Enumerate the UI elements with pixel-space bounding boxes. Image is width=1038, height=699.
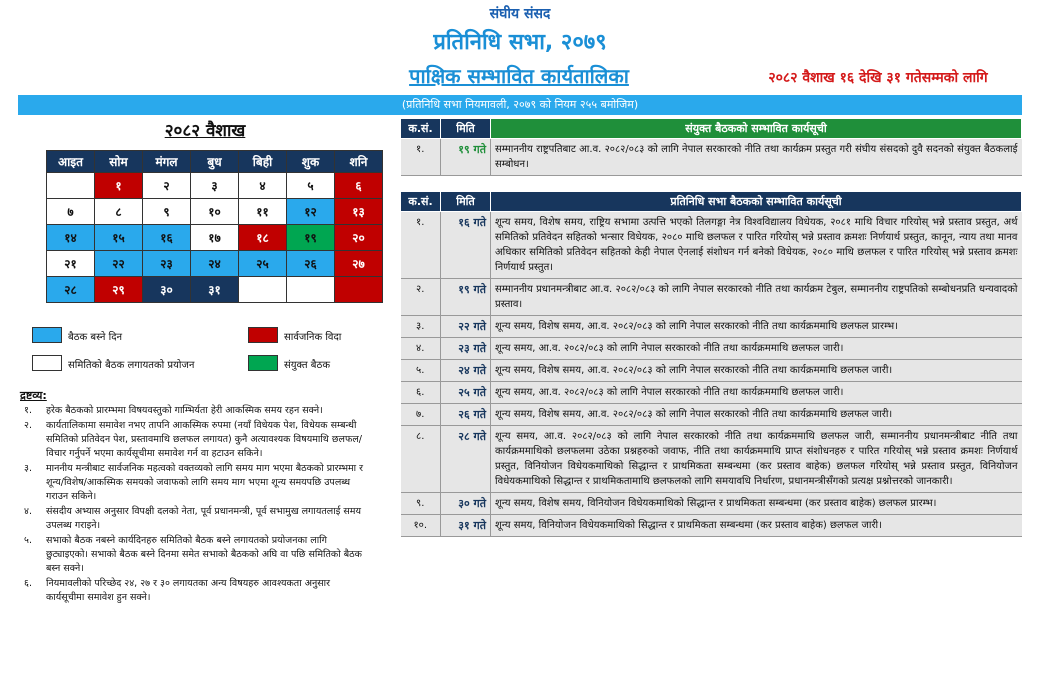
notes-list [24,404,364,606]
calendar-day: ४ [239,173,287,199]
col-serial: क.सं. [401,119,441,139]
weekday-header: शनि [335,151,383,173]
note-item [24,577,364,605]
note-number: १. [24,405,32,416]
col-date: मिति [441,119,491,139]
table-row [401,279,1022,316]
agenda-cell: सम्माननीय प्रधानमन्त्रीबाट आ.व. २०८२/०८३ को लागि नेपाल सरकारको नीति तथा कार्यक्रम टेबुल, सम्माननीय राष्ट्रपतिको सम्बोधनप्रति धन्यवादको प्रस्ताव। [491,279,1022,316]
calendar-day: २ [143,173,191,199]
calendar-day: ७ [47,199,95,225]
calendar-day: ९ [143,199,191,225]
legend-committee: समितिको बैठक लगायतको प्रयोजन [68,360,195,371]
note-number: ५. [24,535,32,546]
col-agenda: प्रतिनिधि सभा बैठकको सम्भावित कार्यसूची [491,192,1022,212]
weekday-header: सोम [95,151,143,173]
table-row [401,426,1022,493]
calendar-day: २५ [239,251,287,277]
calendar-day: २९ [95,277,143,303]
calendar-day: १५ [95,225,143,251]
calendar-day [239,277,287,303]
parliament-name: संघीय संसद [489,6,551,22]
joint-meeting-table [400,118,1022,176]
rule-banner: (प्रतिनिधि सभा नियमावली, २०७९ को नियम २५५ बमोजिम) [18,95,1022,115]
calendar-day: १० [191,199,239,225]
table-row [401,493,1022,515]
legend-swatch-meeting [32,327,62,343]
calendar-day: १७ [191,225,239,251]
legend-public-holiday: सार्वजनिक विदा [284,332,342,343]
calendar-day [47,173,95,199]
table-row [401,316,1022,338]
weekday-header: शुक [287,151,335,173]
date-cell: २६ गते [441,404,491,426]
weekday-header: बिही [239,151,287,173]
calendar-day: २० [335,225,383,251]
house-meeting-table [400,191,1022,537]
notes-heading: द्रष्टव्य: [20,389,47,402]
note-item [24,404,364,418]
col-serial: क.सं. [401,192,441,212]
weekday-header: मंगल [143,151,191,173]
date-cell: ३१ गते [441,515,491,537]
serial-cell: ९. [401,493,441,515]
note-text: हरेक बैठकको प्रारम्भमा विषयवस्तुको गाम्भिर्यता हेरी आकस्मिक समय रहन सक्ने। [46,405,323,416]
note-text: नियमावलीको परिच्छेद २४, २७ र ३० लगायतका अन्य विषयहरु आवश्यकता अनुसार कार्यसूचीमा समावेश हुन सक्ने। [46,578,330,603]
date-cell: १६ गते [441,212,491,279]
serial-cell: २. [401,279,441,316]
calendar-day: २७ [335,251,383,277]
date-cell: २५ गते [441,382,491,404]
table-row [401,404,1022,426]
agenda-cell: शून्य समय, विनियोजन विधेयकमाथिको सिद्धान्त र प्राथमिकता सम्बन्धमा (कर प्रस्ताव बाहेक) छलफल जारी। [491,515,1022,537]
date-cell: २४ गते [441,360,491,382]
table-row [401,212,1022,279]
table-row [401,139,1022,176]
calendar-day: १ [95,173,143,199]
agenda-cell: शून्य समय, विशेष समय, विनियोजन विधेयकमाथिको सिद्धान्त र प्राथमिकता सम्बन्धमा (कर प्रस्ताव बाहेक) छलफल प्रारम्भ। [491,493,1022,515]
agenda-cell: शून्य समय, विशेष समय, आ.व. २०८२/०८३ को लागि नेपाल सरकारको नीति तथा कार्यक्रममाथि छलफल प्रारम्भ। [491,316,1022,338]
calendar-day: ३१ [191,277,239,303]
calendar-day: २६ [287,251,335,277]
calendar-day: २३ [143,251,191,277]
note-text: सभाको बैठक नबस्ने कार्यदिनहरु समितिको बैठक बस्ने लगायतको प्रयोजनका लागि छुट्याइएको। सभाको बैठक बस्ने दिनमा समेत सभाको बैठकको अघि वा पछि समितिको बैठक बस्न सक्ने। [46,535,362,574]
calendar-day: २८ [47,277,95,303]
note-item [24,462,364,504]
serial-cell: ५. [401,360,441,382]
calendar-day: १४ [47,225,95,251]
table-row [401,515,1022,537]
table-row [401,360,1022,382]
calendar-day: १९ [287,225,335,251]
legend-joint: संयुक्त बैठक [284,360,330,371]
house-name: प्रतिनिधि सभा, २०७९ [433,30,607,55]
weekday-header: आइत [47,151,95,173]
note-text: कार्यतालिकामा समावेश नभए तापनि आकस्मिक रुपमा (नयाँ विधेयक पेश, विधेयक सम्बन्धी समितिको प्रतिवेदन पेश, प्रस्तावमाथि छलफल लगायत) कुनै अत्यावश्यक विषयमाथि छलफल/विचार गर्नुपर्ने भएमा कार्यसूचीमा समावेश गर्न वा हटाउन सकिने। [46,420,362,459]
weekday-header: बुध [191,151,239,173]
serial-cell: १०. [401,515,441,537]
calendar-day: ८ [95,199,143,225]
serial-cell: १. [401,212,441,279]
calendar-day: ६ [335,173,383,199]
serial-cell: ८. [401,426,441,493]
note-number: ६. [24,578,32,589]
calendar-day: ११ [239,199,287,225]
note-item [24,419,364,461]
note-text: संसदीय अभ्यास अनुसार विपक्षी दलको नेता, पूर्व प्रधानमन्त्री, पूर्व सभामुख लगायतलाई समय उपलब्ध गराइने। [46,506,361,531]
note-text: माननीय मन्त्रीबाट सार्वजनिक महत्वको वक्तव्यको लागि समय माग भएमा बैठकको प्रारम्भमा र शून्य/विशेष/आकस्मिक समयको जवाफको लागि समय माग भएमा शून्य समयपछि उपलब्ध गराउन सकिने। [46,463,364,502]
note-item [24,505,364,533]
calendar-day: १८ [239,225,287,251]
date-cell: १९ गते [441,279,491,316]
serial-cell: ४. [401,338,441,360]
agenda-cell: शून्य समय, आ.व. २०८२/०८३ को लागि नेपाल सरकारको नीति तथा कार्यक्रममाथि छलफल जारी। [491,338,1022,360]
serial-cell: ३. [401,316,441,338]
agenda-cell: शून्य समय, आ.व. २०८२/०८३ को लागि नेपाल सरकारको नीति तथा कार्यक्रममाथि छलफल जारी, सम्माननीय प्रधानमन्त्रीबाट नीति तथा कार्यक्रममाथिको छलफलमा उठेका प्रश्नहरुको जवाफ, नीति तथा कार्यक्रममाथि प्राप्त संशोधनहरु र पारित गरियोस् भन्ने प्रस्ताव क्रमशः निर्णयार्थ प्रस्तुत, विनियोजन विधेयकमाथिको सिद्धान्त र प्राथमिकता सम्बन्धमा (कर प्रस्ताव बाहेक) छलफल गरियोस् भन्ने प्रस्ताव प्रस्तुत, विनियोजन विधेयकमाथिको सिद्धान्त र प्राथमिकतामाथि छलफलको लागि समयावधि निर्धारण, प्रधानमन्त्रीसँगको प्रत्यक्ष प्रश्नोत्तरको जानकारी। [491,426,1022,493]
legend-meeting-day: बैठक बस्ने दिन [68,332,123,343]
col-agenda: संयुक्त बैठकको सम्भावित कार्यसूची [491,119,1022,139]
legend-swatch-joint [248,355,278,371]
serial-cell: ६. [401,382,441,404]
agenda-cell: शून्य समय, विशेष समय, आ.व. २०८२/०८३ को लागि नेपाल सरकारको नीति तथा कार्यक्रममाथि छलफल जारी। [491,404,1022,426]
calendar-day: १३ [335,199,383,225]
calendar-day: २२ [95,251,143,277]
schedule-period: २०८२ वैशाख १६ देखि ३१ गतेसम्मको लागि [768,70,988,86]
table-row [401,382,1022,404]
note-item [24,534,364,576]
serial-cell: ७. [401,404,441,426]
calendar-day: ५ [287,173,335,199]
calendar-day: २४ [191,251,239,277]
note-number: ३. [24,463,32,474]
legend-swatch-committee [32,355,62,371]
note-number: ४. [24,506,32,517]
calendar-day [287,277,335,303]
calendar-day: १२ [287,199,335,225]
calendar-day: ३ [191,173,239,199]
agenda-cell: सम्माननीय राष्ट्रपतिबाट आ.व. २०८२/०८३ को लागि नेपाल सरकारको नीति तथा कार्यक्रम प्रस्तुत गरी संघीय संसदको दुवै सदनको संयुक्त बैठकलाई सम्बोधन। [491,139,1022,176]
col-date: मिति [441,192,491,212]
date-cell: २८ गते [441,426,491,493]
calendar-day: २१ [47,251,95,277]
date-cell: १९ गते [441,139,491,176]
serial-cell: १. [401,139,441,176]
schedule-title: पाक्षिक सम्भावित कार्यतालिका [409,64,629,88]
agenda-cell: शून्य समय, विशेष समय, राष्ट्रिय सभामा उत्पत्ति भएको तिलगङ्गा नेत्र विश्वविद्यालय विधेयक, २०८१ माथि विचार गरियोस् भन्ने प्रस्ताव प्रस्तुत, अर्थ समितिको प्रतिवेदन सहितको भन्सार विधेयक, २०८० माथि छलफल र पारित गरियोस् भन्ने प्रस्ताव क्रमशः निर्णयार्थ प्रस्तुत, कानून, न्याय तथा मानव अधिकार समितिको प्रतिवेदन सहितको केही नेपाल ऐनलाई संशोधन गर्न बनेको विधेयक, २०८० माथि छलफल र पारित गरियोस् भन्ने प्रस्ताव क्रमशः निर्णयार्थ प्रस्तुत। [491,212,1022,279]
table-row [401,338,1022,360]
calendar-day: ३० [143,277,191,303]
agenda-cell: शून्य समय, विशेष समय, आ.व. २०८२/०८३ को लागि नेपाल सरकारको नीति तथा कार्यक्रममाथि छलफल जारी। [491,360,1022,382]
date-cell: २३ गते [441,338,491,360]
agenda-cell: शून्य समय, आ.व. २०८२/०८३ को लागि नेपाल सरकारको नीति तथा कार्यक्रममाथि छलफल जारी। [491,382,1022,404]
calendar-day [335,277,383,303]
date-cell: २२ गते [441,316,491,338]
month-calendar [46,150,383,303]
calendar-title: २०८२ वैशाख [164,121,246,141]
calendar-day: १६ [143,225,191,251]
note-number: २. [24,420,32,431]
legend-swatch-holiday [248,327,278,343]
date-cell: ३० गते [441,493,491,515]
